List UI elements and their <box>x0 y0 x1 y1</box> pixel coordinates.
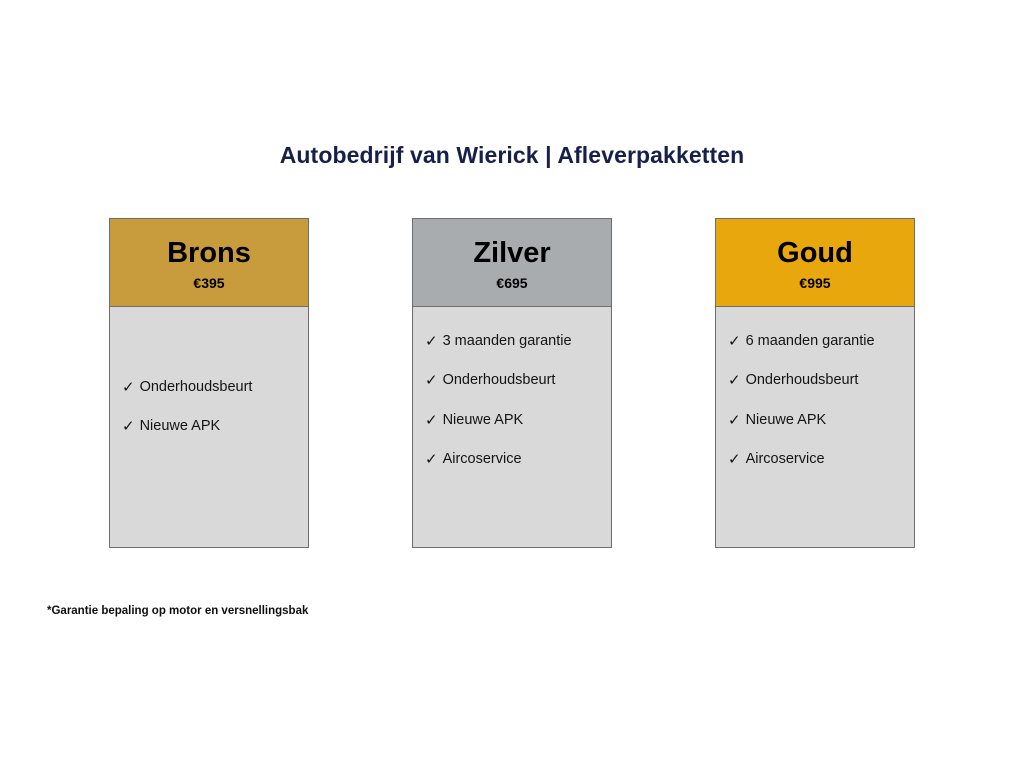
feature-label: 6 maanden garantie <box>745 333 875 349</box>
package-header-goud <box>716 219 914 307</box>
list-item <box>716 412 914 429</box>
package-card-brons <box>109 218 309 548</box>
feature-label: Nieuwe APK <box>442 411 524 428</box>
package-features-brons <box>110 307 308 547</box>
package-card-zilver <box>412 218 612 548</box>
check-icon: ✓ <box>122 418 135 436</box>
list-item <box>110 379 308 396</box>
package-price: €395 <box>193 274 225 291</box>
check-icon: ✓ <box>122 379 135 396</box>
package-name: Goud <box>777 237 853 270</box>
package-card-list <box>0 218 1024 548</box>
list-item <box>716 372 914 389</box>
feature-label: Aircoservice <box>745 451 825 468</box>
check-icon: ✓ <box>425 372 438 390</box>
check-icon: ✓ <box>728 451 741 469</box>
check-icon: ✓ <box>425 333 438 350</box>
list-item <box>413 372 611 389</box>
package-features-goud <box>716 307 914 547</box>
package-header-brons <box>110 219 308 307</box>
check-icon: ✓ <box>425 451 438 469</box>
package-name: Zilver <box>473 237 551 270</box>
check-icon: ✓ <box>728 333 741 350</box>
feature-label: Aircoservice <box>442 451 522 468</box>
list-item <box>413 451 611 468</box>
package-name: Brons <box>167 237 251 270</box>
list-item <box>413 412 611 429</box>
package-card-goud <box>715 218 915 548</box>
package-header-zilver <box>413 219 611 307</box>
check-icon: ✓ <box>728 411 741 429</box>
feature-label: Onderhoudsbeurt <box>442 372 556 389</box>
feature-label: Nieuwe APK <box>139 418 221 435</box>
package-price: €995 <box>799 274 831 291</box>
feature-label: 3 maanden garantie <box>442 333 572 349</box>
list-item <box>110 418 308 435</box>
list-item <box>716 333 914 350</box>
feature-label: Onderhoudsbeurt <box>745 372 859 389</box>
list-item <box>716 451 914 468</box>
page-title: Autobedrijf van Wierick | Afleverpakketten <box>279 142 745 168</box>
feature-label: Onderhoudsbeurt <box>139 379 253 395</box>
footnote: *Garantie bepaling op motor en versnellingsbak <box>47 605 309 617</box>
package-price: €695 <box>496 274 528 291</box>
check-icon: ✓ <box>425 411 438 429</box>
package-features-zilver <box>413 307 611 547</box>
feature-label: Nieuwe APK <box>745 411 827 428</box>
check-icon: ✓ <box>728 372 741 390</box>
list-item <box>413 333 611 350</box>
